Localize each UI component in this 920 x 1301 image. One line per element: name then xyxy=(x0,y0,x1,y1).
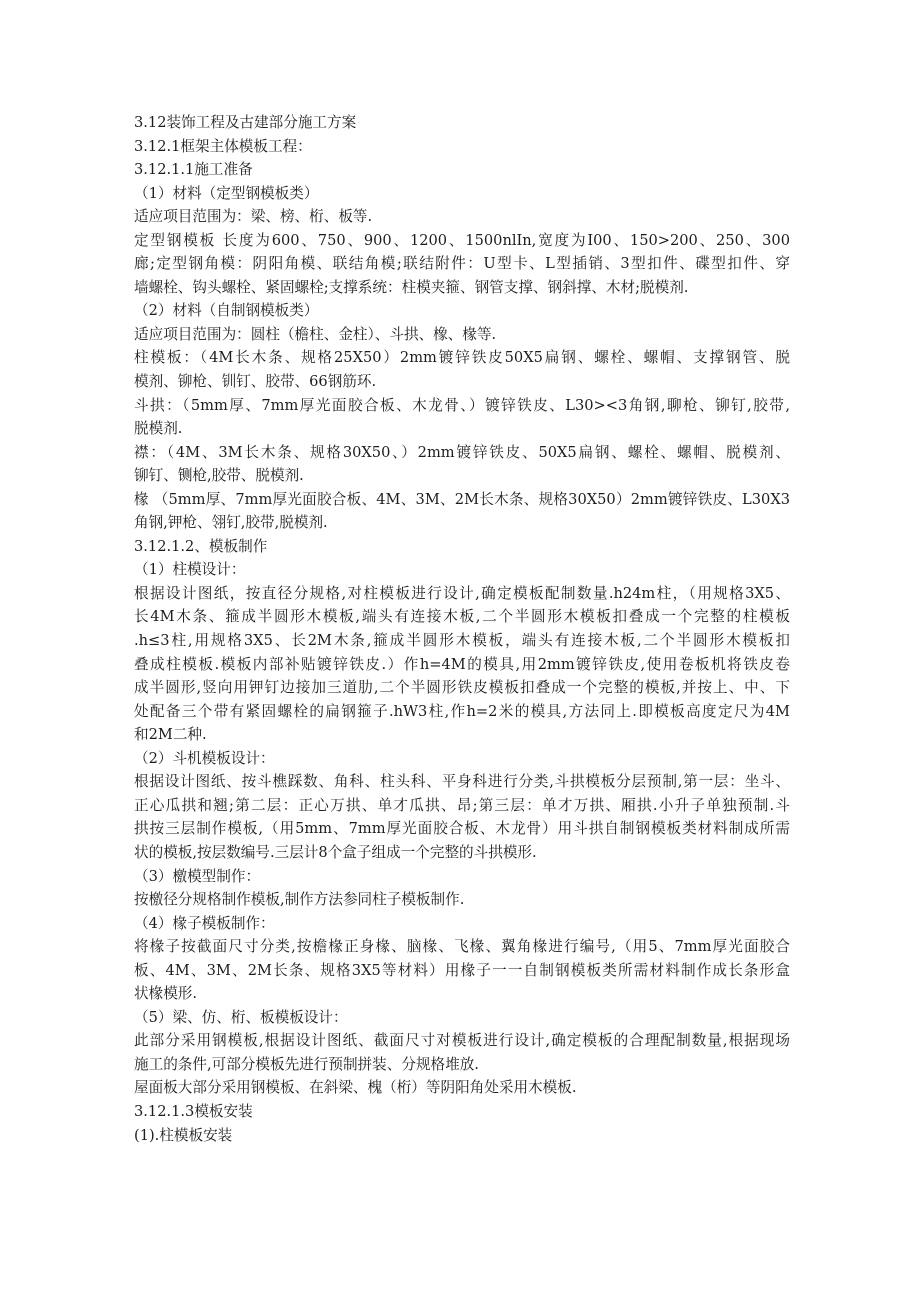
section-heading: 3.12.1.1施工准备 xyxy=(134,161,253,179)
paragraph-line: 将椽子按截面尺寸分类,按檐椽正身椽、脑椽、飞椽、翼角椽进行编号,（用5、7mm厚光面胶合 xyxy=(134,938,790,956)
paragraph-line: 状椽模形. xyxy=(134,985,198,1003)
subsection-heading: （1）材料（定型钢模板类） xyxy=(134,184,319,202)
paragraph-line: 长4M木条、箍成半圆形木模板,端头有连接木板,二个半圆形木模板扣叠成一个完整的柱模板 xyxy=(134,608,790,626)
paragraph-line: 施工的条件,可部分模板先进行预制拼装、分规格堆放. xyxy=(134,1055,479,1073)
paragraph-line: 适应项目范围为：梁、榜、桁、板等. xyxy=(134,208,373,226)
subsection-heading: （1）柱模设计： xyxy=(134,561,246,579)
paragraph-line: 椽 （5mm厚、7mm厚光面胶合板、4M、3M、2M长木条、规格30X50）2mm镀锌铁皮、L30X3 xyxy=(134,490,790,508)
subsection-heading: （2）材料（自制钢模板类） xyxy=(134,302,319,320)
paragraph-line: 拱按三层制作模板,（用5mm、7mm厚光面胶合板、木龙骨）用斗拱自制钢模板类材料制成所需 xyxy=(134,820,790,838)
document-page xyxy=(134,111,790,1147)
subsection-heading: （4）椽子模板制作： xyxy=(134,914,275,932)
paragraph-line: 墙螺栓、钩头螺栓、紧固螺栓;支撑系统：柱模夹箍、钢管支撑、钢斜撑、木材;脱模剂. xyxy=(134,278,689,296)
paragraph-line: 屋面板大部分采用钢模板、在斜梁、槐（桁）等阴阳角处采用木模板. xyxy=(134,1079,577,1097)
paragraph-line: .h≤3柱,用规格3X5、长2M木条,箍成半圆形木模板，端头有连接木板,二个半圆形木模板扣 xyxy=(134,632,790,650)
section-heading: (1).柱模板安装 xyxy=(134,1126,233,1144)
section-heading: 3.12.1.3模板安装 xyxy=(134,1102,253,1120)
paragraph-line: 斗拱：（5mm厚、7mm厚光面胶合板、木龙骨、）镀锌铁皮、L30><3角钢,聊枪、铆钉,胶带, xyxy=(134,396,790,414)
subsection-heading: （2）斗机模板设计： xyxy=(134,749,275,767)
subsection-heading: （5）梁、仿、桁、板模板设计： xyxy=(134,1008,348,1026)
paragraph-line: 襟：（4M、3M长木条、规格30X50、）2mm镀锌铁皮、50X5扁钢、螺栓、螺帽、脱模剂、 xyxy=(134,443,790,461)
paragraph-line: 铆钉、铡枪,胶带、脱模剂. xyxy=(134,467,304,485)
paragraph-line: 和2M二种. xyxy=(134,726,207,744)
section-heading: 3.12装饰工程及古建部分施工方案 xyxy=(134,114,357,131)
paragraph-line: 角钢,钾枪、翎钉,胶带,脱模剂. xyxy=(134,514,328,532)
paragraph-line: 正心瓜拱和翘;第二层：正心万拱、单才瓜拱、昂;第三层：单才万拱、厢拱.小升子单独预制.斗 xyxy=(134,796,790,814)
paragraph-line: 按檄径分规格制作模板,制作方法参同柱子模板制作. xyxy=(134,891,465,909)
section-heading: 3.12.1.2、模板制作 xyxy=(134,537,268,555)
paragraph-line: 状的模板,按层数编号.三层计8个盒子组成一个完整的斗拱模形. xyxy=(134,843,537,861)
paragraph-line: 成半圆形,竖向用钾钉边接加三道肋,二个半圆形铁皮模板扣叠成一个完整的模板,并按上、中、下 xyxy=(134,679,790,697)
paragraph-line: 廊;定型钢角模：阴阳角模、联结角模;联结附件：U型卡、L型插销、3型扣件、碟型扣件、穿 xyxy=(134,255,790,273)
paragraph-line: 叠成柱模板.模板内部补贴镀锌铁皮.）作h=4M的模具,用2mm镀锌铁皮,使用卷板机将铁皮卷 xyxy=(134,655,790,673)
paragraph-line: 板、4M、3M、2M长条、规格3X5等材料）用椽子一一自制钢模板类所需材料制作成长条形盒 xyxy=(134,961,790,979)
paragraph-line: 模剂、铆枪、钏钉、胶带、66钢筋环. xyxy=(134,373,377,391)
paragraph-line: 适应项目范围为：圆柱（檐柱、金柱）、斗拱、橡、椽等. xyxy=(134,325,497,343)
paragraph-line: 根据设计图纸、按斗樵踩数、角科、柱头科、平身科进行分类,斗拱模板分层预制,第一层：坐斗、 xyxy=(134,773,790,791)
paragraph-line: 根据设计图纸，按直径分规格,对柱模板进行设计,确定模板配制数量.h24m柱，（用规格3X5、 xyxy=(134,584,790,602)
paragraph-line: 脱模剂. xyxy=(134,420,183,438)
paragraph-line: 柱模板：（4M长木条、规格25X50）2mm镀锌铁皮50X5扁钢、螺栓、螺帽、支撑钢管、脱 xyxy=(134,349,790,367)
paragraph-line: 此部分采用钢模板,根据设计图纸、截面尺寸对模板进行设计,确定模板的合理配制数量,根据现场 xyxy=(134,1032,790,1050)
section-heading: 3.12.1框架主体模板工程： xyxy=(134,137,312,155)
paragraph-line: 定型钢模板 长度为600、750、900、1200、1500nlIn,宽度为I00、150>200、250、300 xyxy=(134,231,790,249)
paragraph-line: 处配备三个带有紧固螺栓的扁钢箍子.hW3柱,作h=2米的模具,方法同上.即模板高度定尺为4M xyxy=(134,702,790,720)
subsection-heading: （3）檄模型制作： xyxy=(134,867,261,885)
